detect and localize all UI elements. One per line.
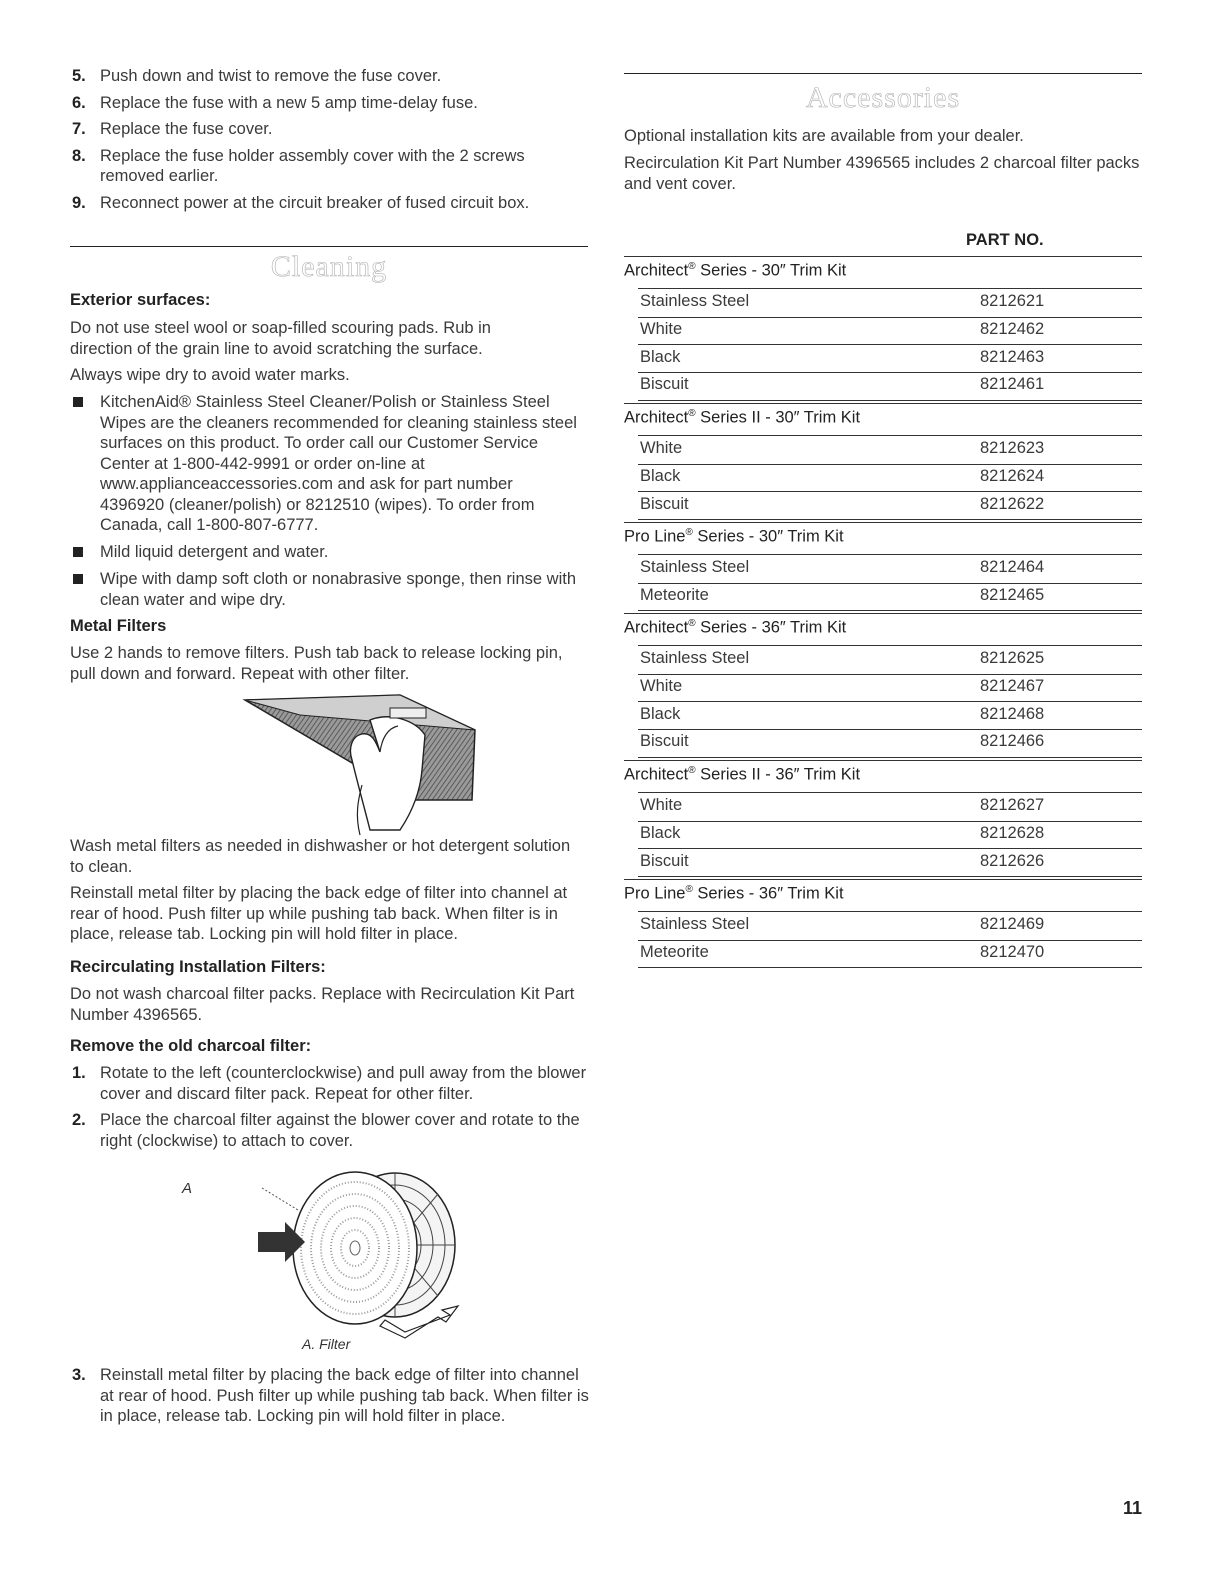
table-row (638, 793, 1142, 822)
finish-name: Black (640, 466, 681, 485)
bullet-square-icon (73, 397, 83, 407)
finish-name: Black (640, 823, 681, 842)
section-divider (624, 73, 1142, 74)
table-row (638, 912, 1142, 941)
finish-name: White (640, 796, 683, 814)
finish-name: Stainless Steel (640, 558, 750, 576)
trim-kit-group-title: Architect® Series - 30″ Trim Kit (624, 261, 847, 280)
finish-name: Meteorite (640, 585, 709, 604)
table-row (638, 702, 1142, 731)
list-item: 3. Reinstall metal filter by placing the back edge of filter into channel at rear of hood. Push filter up while pushing tab back. When filter is in place, release tab. Locking pin will hold filter in place. (72, 1366, 589, 1425)
table-row (638, 317, 1142, 346)
part-no-column-header: PART NO. (966, 231, 1044, 249)
wash-paragraph: Wash metal filters as needed in dishwasher or hot detergent solution to clean. (70, 837, 571, 876)
finish-name: White (640, 676, 683, 695)
table-row (638, 345, 1142, 374)
recirculation-kit-note: Recirculation Kit Part Number 4396565 includes 2 charcoal filter packs and vent cover. (624, 154, 1140, 193)
exterior-paragraph-2: Always wipe dry to avoid water marks. (70, 366, 350, 384)
list-item: 8. Replace the fuse holder assembly cover with the 2 screws removed earlier. (72, 146, 525, 185)
part-number: 8212626 (980, 851, 1045, 870)
part-number: 8212622 (980, 494, 1045, 513)
trim-kit-group-title: Architect® Series II - 30″ Trim Kit (624, 408, 861, 427)
table-row (638, 289, 1142, 318)
remove-charcoal-heading: Remove the old charcoal filter: (70, 1037, 312, 1055)
finish-name: White (640, 439, 683, 457)
recirculating-paragraph: Do not wash charcoal filter packs. Replace with Recirculation Kit Part Number 4396565. (70, 985, 575, 1024)
bullet-item: KitchenAid® Stainless Steel Cleaner/Polish or Stainless Steel Wipes are the cleaners recommended for cleaning stainless steel surfaces on this product. To order call our Customer Service Center at 1-800-442-9991 or order on-line at www.applianceaccessories.com and ask for part number 4396920 (cleaner/polish) or 8212510 (wipes). To order from Canada, call 1-800-807-6777. (70, 392, 578, 536)
figure-caption: A. Filter (302, 1336, 351, 1352)
finish-name: Black (640, 704, 681, 723)
finish-name: Stainless Steel (640, 649, 750, 667)
trim-kit-group-title: Architect® Series - 36″ Trim Kit (624, 618, 847, 637)
part-number: 8212469 (980, 915, 1045, 933)
group-divider (624, 760, 1142, 761)
part-number: 8212462 (980, 319, 1045, 338)
list-item: 2. Place the charcoal filter against the blower cover and rotate to the right (clockwise) to attach to cover. (72, 1111, 580, 1150)
charcoal-filter-pack (293, 1172, 417, 1324)
part-number: 8212627 (980, 796, 1045, 814)
metal-filter-removal-illustration (240, 690, 480, 840)
fuse-steps-list (70, 66, 588, 219)
recirculating-heading: Recirculating Installation Filters: (70, 958, 326, 976)
table-row (638, 821, 1142, 850)
list-item: 7. Replace the fuse cover. (72, 120, 273, 138)
list-item: 5. Push down and twist to remove the fuse cover. (72, 67, 442, 85)
table-row (638, 436, 1142, 465)
callout-leader-line (262, 1188, 298, 1210)
list-item: 1. Rotate to the left (counterclockwise) and pull away from the blower cover and discard filter pack. Repeat for other filter. (72, 1064, 587, 1103)
part-number: 8212461 (980, 375, 1045, 394)
bullet-square-icon (73, 574, 83, 584)
bullet-item: Mild liquid detergent and water. (70, 542, 588, 563)
part-number: 8212623 (980, 439, 1045, 457)
group-divider (624, 879, 1142, 880)
part-number: 8212628 (980, 823, 1045, 842)
part-number: 8212463 (980, 347, 1045, 366)
part-number: 8212625 (980, 649, 1045, 667)
exterior-paragraph: Do not use steel wool or soap-filled scouring pads. Rub in direction of the grain line to avoid scratching the surface. (70, 319, 491, 358)
trim-kit-group-title: Architect® Series II - 36″ Trim Kit (624, 765, 861, 784)
section-divider (70, 246, 588, 247)
accessories-title: Accessories (805, 81, 961, 114)
metal-filters-paragraph: Use 2 hands to remove filters. Push tab back to release locking pin, pull down and forward. Repeat with other filter. (70, 644, 563, 683)
table-row (638, 646, 1142, 675)
finish-name: Biscuit (640, 851, 689, 870)
finish-name: Black (640, 347, 681, 366)
table-row (638, 940, 1142, 969)
part-number: 8212468 (980, 704, 1045, 723)
finish-name: Stainless Steel (640, 915, 750, 933)
group-divider (624, 403, 1142, 404)
list-item: 6. Replace the fuse with a new 5 amp time-delay fuse. (72, 93, 478, 112)
finish-name: Meteorite (640, 942, 709, 961)
finish-name: Biscuit (640, 494, 689, 513)
charcoal-steps-list (70, 1063, 588, 1157)
final-step-list (70, 1365, 588, 1433)
part-number: 8212466 (980, 732, 1045, 751)
accessories-intro: Optional installation kits are available from your dealer. (624, 127, 1024, 145)
finish-name: White (640, 319, 683, 338)
reinstall-paragraph: Reinstall metal filter by placing the back edge of filter into channel at rear of hood. Push filter up while pushing tab back. When filter is in place, release tab. Locking pin will hold filter in place. (70, 884, 568, 943)
page-number: 11 (1122, 1498, 1142, 1518)
metal-filters-heading: Metal Filters (70, 617, 167, 635)
group-divider (624, 613, 1142, 614)
table-row (638, 674, 1142, 703)
table-row (638, 729, 1142, 758)
figure-label-a: A (182, 1180, 193, 1197)
part-number: 8212621 (980, 292, 1045, 310)
finish-name: Biscuit (640, 375, 689, 394)
trim-kit-group-title: Pro Line® Series - 36″ Trim Kit (624, 884, 844, 903)
exterior-heading: Exterior surfaces: (70, 291, 211, 309)
bullet-square-icon (73, 547, 83, 557)
part-number: 8212464 (980, 558, 1045, 576)
part-number: 8212470 (980, 942, 1045, 961)
cleaning-title: Cleaning (270, 250, 388, 283)
table-row (638, 849, 1142, 878)
table-row (638, 372, 1142, 401)
group-divider (624, 522, 1142, 523)
bullet-item: Wipe with damp soft cloth or nonabrasive sponge, then rinse with clean water and wipe dry. (70, 569, 588, 610)
table-row (638, 555, 1142, 584)
trim-kit-group-title: Pro Line® Series - 30″ Trim Kit (624, 527, 844, 546)
table-row (638, 492, 1142, 521)
finish-name: Stainless Steel (640, 292, 750, 310)
part-number: 8212467 (980, 676, 1045, 695)
list-item: 9. Reconnect power at the circuit breaker of fused circuit box. (72, 193, 530, 212)
part-number: 8212465 (980, 585, 1045, 604)
group-divider (624, 256, 1142, 257)
table-row (638, 464, 1142, 493)
part-number: 8212624 (980, 466, 1045, 485)
finish-name: Biscuit (640, 732, 689, 751)
charcoal-filter-illustration (180, 1170, 490, 1340)
table-row (638, 583, 1142, 612)
